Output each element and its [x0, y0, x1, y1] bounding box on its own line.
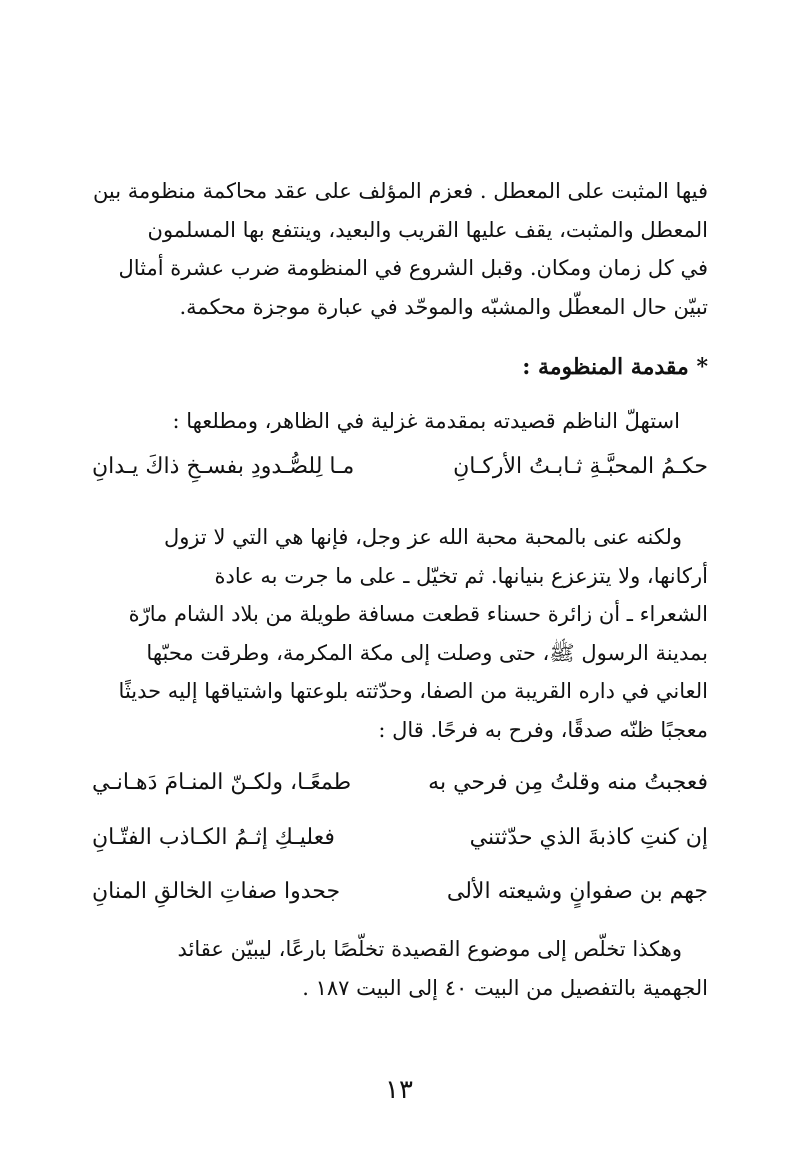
verse-line [92, 825, 708, 865]
verse-second-hemistich: جحدوا صفاتِ الخالقِ المنانِ [92, 879, 341, 904]
text-line: أركانها، ولا يتزعزع بنيانها. ثم تخيّل ـ على ما جرت به عادة [214, 563, 708, 588]
verse-line [92, 879, 708, 919]
text-line: المعطل والمثبت، يقف عليها القريب والبعيد، وينتفع بها المسلمون [147, 217, 708, 242]
text-line: بمدينة الرسول ﷺ، حتى وصلت إلى مكة المكرمة، وطرقت محبّها [146, 640, 708, 665]
verse-second-hemistich: فعليـكِ إثـمُ الكـاذب الفتّـانِ [92, 825, 335, 850]
text-line: تبيّن حال المعطّل والمشبّه والموحّد في عبارة موجزة محكمة. [179, 294, 708, 319]
text-line: وهكذا تخلّص إلى موضوع القصيدة تخلّصًا بارعًا، ليبيّن عقائد [177, 937, 682, 961]
text-line: الجهمية بالتفصيل من البيت ٤٠ إلى البيت ١٨٧ . [302, 975, 708, 1000]
text-line: الشعراء ـ أن زائرة حسناء قطعت مسافة طويلة من بلاد الشام مارّة [128, 602, 708, 626]
verse-second-hemistich: مـا لِلصُّـدودِ بفسـخِ ذاكَ يـدانِ [92, 454, 355, 479]
text-line: فيها المثبت على المعطل . فعزم المؤلف على عقد محاكمة منظومة بين [92, 179, 708, 203]
verse-line [92, 454, 708, 494]
opening-line: استهلّ الناظم قصيدته بمقدمة غزلية في الظاهر، ومطلعها : [172, 409, 680, 433]
text-line: العاني في داره القريبة من الصفا، وحدّثته بلوعتها واشتياقها إليه حديثًا [118, 679, 708, 703]
verse-first-hemistich: إن كنتِ كاذبةَ الذي حدّثتني [469, 825, 708, 850]
verse-first-hemistich: جهم بن صفوانٍ وشيعته الألى [446, 879, 708, 904]
verse-second-hemistich: طمعًـا، ولكـنّ المنـامَ دَهـانـي [92, 770, 352, 795]
body-paragraph [92, 518, 708, 749]
page-number: ١٣ [385, 1075, 413, 1105]
intro-paragraph [92, 172, 708, 326]
text-line: معجبًا ظنّه صدقًا، وفرح به فرحًا. قال : [378, 717, 708, 742]
text-line: في كل زمان ومكان. وقبل الشروع في المنظومة ضرب عشرة أمثال [118, 256, 708, 280]
verse-first-hemistich: فعجبتُ منه وقلتُ مِن فرحي به [428, 770, 708, 795]
closing-paragraph [92, 930, 708, 1007]
text-line: ولكنه عنى بالمحبة محبة الله عز وجل، فإنها هي التي لا تزول [163, 525, 682, 549]
verse-line [92, 770, 708, 810]
section-heading: * مقدمة المنظومة : [522, 354, 708, 380]
verse-first-hemistich: حكـمُ المحبَّـةِ ثـابـتُ الأركـانِ [453, 454, 708, 479]
